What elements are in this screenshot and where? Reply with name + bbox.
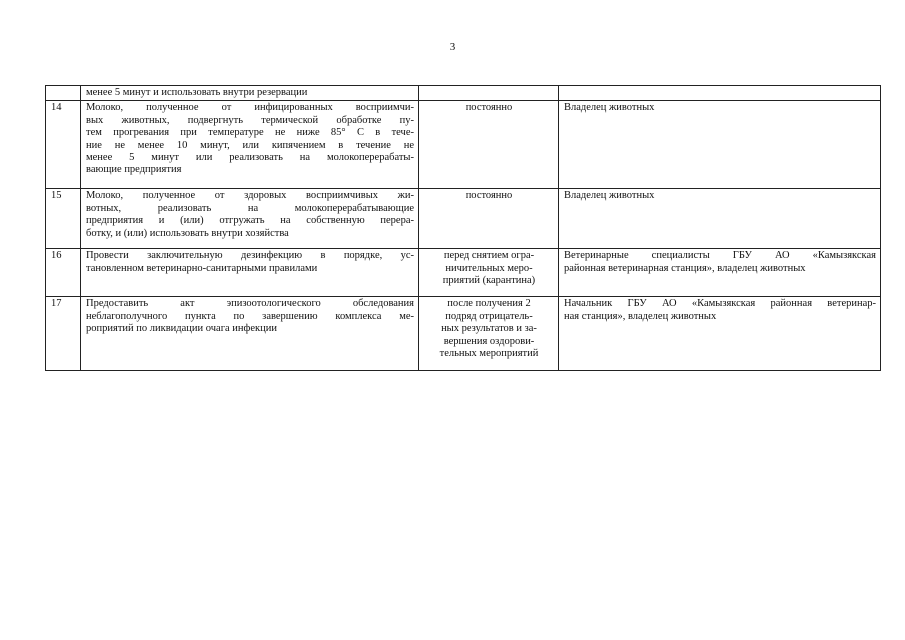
term-cell — [419, 249, 559, 297]
responsible-cell-line: Владелец животных — [564, 102, 655, 114]
term-cell-line: постоянно — [465, 102, 513, 114]
action-cell-line: предприятия и (или) отгружать на собственную перера- — [86, 215, 414, 227]
row-number-cell — [46, 189, 81, 249]
measures-table — [45, 85, 881, 371]
page-number: 3 — [449, 41, 456, 53]
action-cell-line: тановленном ветеринарно-санитарными правилами — [86, 262, 318, 274]
action-cell-line: роприятий по ликвидации очага инфекции — [86, 323, 277, 335]
term-cell-line: перед снятием огра- — [443, 250, 535, 262]
term-cell — [419, 189, 559, 249]
action-cell-line: ботку, и (или) использовать внутри хозяйства — [86, 227, 289, 239]
term-cell-line: после получения 2 — [447, 298, 531, 310]
action-cell-line: менее 5 минут и использовать внутри резервации — [86, 87, 308, 98]
table-row — [46, 297, 881, 371]
action-cell — [81, 86, 419, 101]
responsible-cell — [559, 249, 881, 297]
action-cell — [81, 297, 419, 371]
action-cell-line: Молоко, полученное от здоровых восприимчивых жи- — [86, 190, 414, 202]
term-cell-line: тельных мероприятий — [439, 348, 539, 360]
table-row — [46, 86, 881, 101]
action-cell-line: ние не менее 10 минут, или кипячением в течение не — [86, 139, 414, 151]
responsible-cell-line: ная станция», владелец животных — [564, 310, 717, 322]
responsible-cell-line: Начальник ГБУ АО «Камызякская районная ветеринар- — [564, 298, 876, 310]
term-cell-line: ничительных меро- — [445, 262, 533, 274]
action-cell-line: Молоко, полученное от инфицированных восприимчи- — [86, 102, 414, 114]
row-number: 17 — [51, 298, 62, 310]
term-cell — [419, 86, 559, 101]
action-cell — [81, 189, 419, 249]
term-cell-line: вершения оздорови- — [443, 335, 535, 347]
row-number: 14 — [51, 102, 62, 114]
responsible-cell-line: Владелец животных — [564, 190, 655, 202]
row-number: 16 — [51, 250, 62, 262]
action-cell-line: неблагополучного пункта по завершению комплекса ме- — [86, 310, 414, 322]
action-cell-line: тем прогревания при температуре не ниже 85° С в тече- — [86, 127, 414, 139]
row-number-cell — [46, 249, 81, 297]
action-cell-line: вых животных, подвергнуть термической обработке пу- — [86, 114, 414, 126]
action-cell-line: Предоставить акт эпизоотологического обследования — [86, 298, 414, 310]
responsible-cell — [559, 101, 881, 189]
action-cell — [81, 249, 419, 297]
responsible-cell-line: районная ветеринарная станция», владелец животных — [564, 262, 806, 274]
term-cell-line: постоянно — [465, 190, 513, 202]
table-body — [46, 86, 881, 371]
action-cell-line: Провести заключительную дезинфекцию в порядке, ус- — [86, 250, 414, 262]
action-cell-line: вающие предприятия — [86, 164, 182, 176]
responsible-cell-line: Ветеринарные специалисты ГБУ АО «Камызякская — [564, 250, 876, 262]
row-number-cell — [46, 101, 81, 189]
term-cell-line: приятий (карантина) — [442, 275, 536, 287]
term-cell — [419, 101, 559, 189]
term-cell-line: ных результатов и за- — [441, 323, 537, 335]
table-row — [46, 189, 881, 249]
action-cell-line: вотных, реализовать на молокоперерабатывающие — [86, 202, 414, 214]
action-cell — [81, 101, 419, 189]
term-cell — [419, 297, 559, 371]
table-row — [46, 101, 881, 189]
row-number-cell — [46, 86, 81, 101]
responsible-cell — [559, 189, 881, 249]
row-number-cell — [46, 297, 81, 371]
responsible-cell — [559, 297, 881, 371]
term-cell-line: подряд отрицатель- — [445, 310, 533, 322]
row-number: 15 — [51, 190, 62, 202]
action-cell-line: менее 5 минут или реализовать на молокоперерабаты- — [86, 152, 414, 164]
table-row — [46, 249, 881, 297]
responsible-cell — [559, 86, 881, 101]
